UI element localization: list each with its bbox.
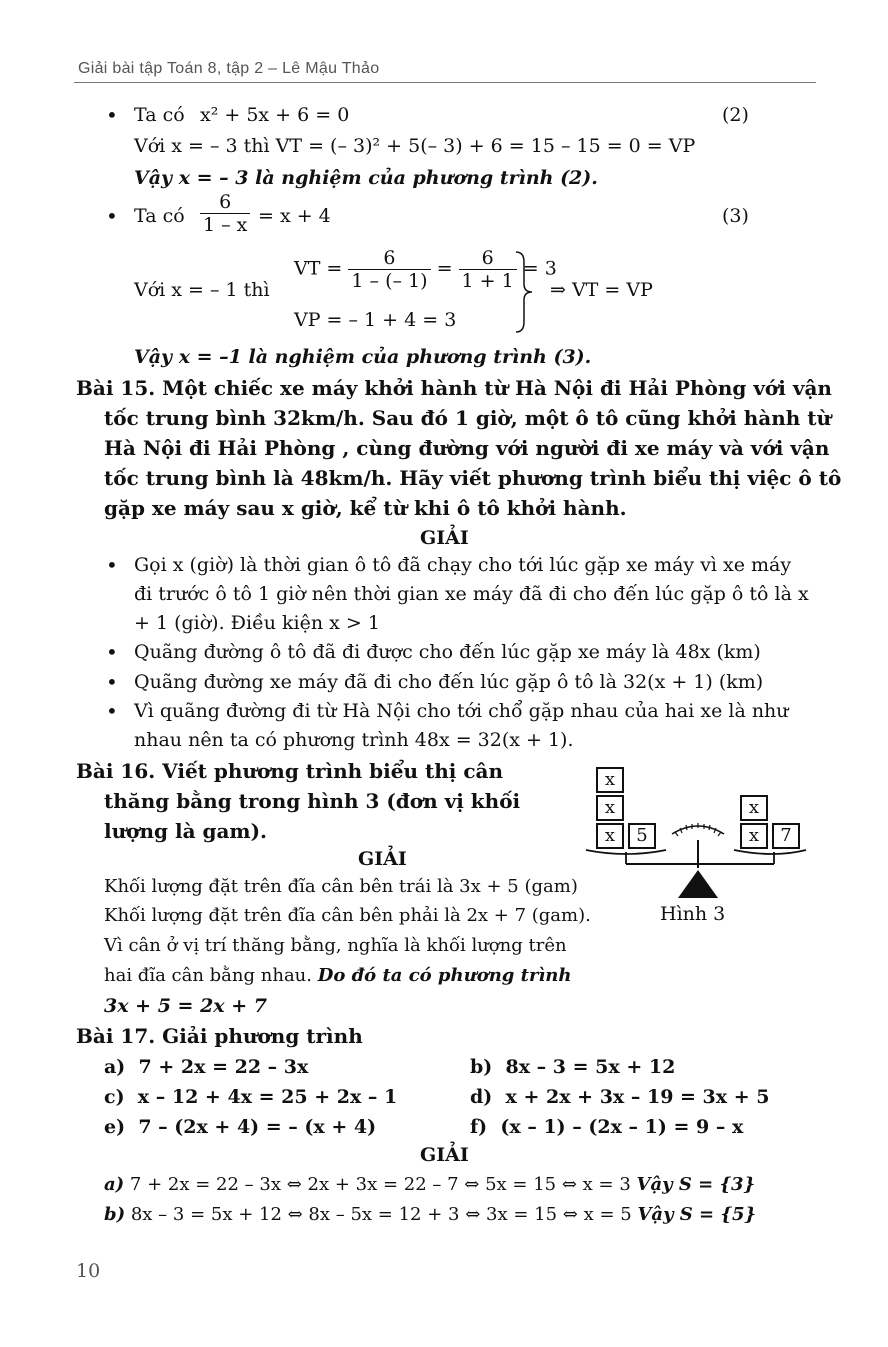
item-label: f) [470,1116,488,1138]
eq2-intro: Ta có [134,104,185,126]
bai15-line-4: tốc trung bình là 48km/h. Hãy viết phương trình biểu thị việc ô tô [104,466,842,490]
scale-body [580,810,810,905]
solution-heading: GIẢI [358,848,407,870]
eq2-conclusion: Vậy x = – 3 là nghiệm của phương trình (2). [134,167,598,189]
right-brace [514,250,534,334]
bai16-line-1: Bài 16. Viết phương trình biểu thị cân [76,759,504,783]
bai17-title: Bài 17. Giải phương trình [76,1024,363,1048]
bai16-sol-1: Khối lượng đặt trên đĩa cân bên trái là 3x + 5 (gam) [104,876,578,897]
page-number: 10 [76,1260,101,1282]
bai16-line-3: lượng là gam). [104,819,268,843]
eq3-with: Với x = – 1 thì [134,279,270,301]
fraction-denominator: 1 – (– 1) [351,270,428,292]
bai15-sol-1: Gọi x (giờ) là thời gian ô tô đã chạy cho tới lúc gặp xe máy vì xe máy [134,554,792,576]
bai16-equation: 3x + 5 = 2x + 7 [104,995,267,1017]
item-label: e) [104,1116,126,1138]
bai17-item-a [104,1055,308,1079]
bai15-sol-6: Vì quãng đường đi từ Hà Nội cho tới chổ gặp nhau của hai xe là như [134,700,789,722]
weight-box-x: x [596,767,624,793]
bullet: • [106,640,118,664]
sol-steps: 7 + 2x = 22 – 3x ⇔ 2x + 3x = 22 – 7 ⇔ 5x = 15 ⇔ x = 3 [129,1174,631,1195]
bai17-item-f [470,1115,743,1139]
solution-heading: GIẢI [420,1144,469,1166]
bai17-item-e [104,1115,376,1139]
bai16-line-2: thăng bằng trong hình 3 (đơn vị khối [104,789,521,813]
fraction-denominator: 1 + 1 [461,270,514,292]
sol-conclusion: Vậy S = {3} [636,1174,756,1195]
running-header: Giải bài tập Toán 8, tập 2 – Lê Mậu Thảo [78,60,380,77]
figure-caption: Hình 3 [660,903,726,925]
bai15-sol-2: đi trước ô tô 1 giờ nên thời gian xe máy đã đi cho đến lúc gặp ô tô là x [134,583,809,605]
bai16-sol-4-italic: Do đó ta có phương trình [317,965,572,986]
fraction-denominator: 1 – x [203,214,248,236]
vt-result: = 3 [522,257,557,280]
eq3-fraction [200,191,250,236]
item-equation: x + 2x + 3x – 19 = 3x + 5 [505,1086,770,1108]
header-rule [74,82,816,83]
bullet: • [106,553,118,577]
sol-conclusion: Vậy S = {5} [637,1204,757,1225]
item-label: b) [470,1056,493,1078]
item-label: c) [104,1086,125,1108]
sol-label: b) [104,1204,126,1225]
bai15-line-1: Bài 15. Một chiếc xe máy khởi hành từ Hà Nội đi Hải Phòng với vận [76,376,832,400]
solution-heading: GIẢI [420,527,469,549]
vp-line: VP = – 1 + 4 = 3 [294,309,457,331]
item-equation: 7 – (2x + 4) = – (x + 4) [138,1116,377,1138]
bai17-sol-a [104,1173,755,1197]
bai15-sol-7: nhau nên ta có phương trình 48x = 32(x + 1). [134,729,574,751]
item-label: d) [470,1086,493,1108]
bullet: • [106,699,118,723]
eq3-rhs: = x + 4 [258,205,331,227]
item-label: a) [104,1056,126,1078]
weight-box-5: 5 [628,823,656,849]
item-equation: 8x – 3 = 5x + 12 [505,1056,676,1078]
bai15-line-5: gặp xe máy sau x giờ, kể từ khi ô tô khởi hành. [104,496,627,520]
item-equation: x – 12 + 4x = 25 + 2x – 1 [137,1086,398,1108]
vt-label: VT = [294,257,343,280]
weight-box-x: x [596,795,624,821]
bai17-item-d [470,1085,769,1109]
bai16-sol-4-text: hai đĩa cân bằng nhau. [104,965,318,986]
bai16-sol-4 [104,964,571,988]
implies: ⇒ VT = VP [550,279,653,301]
vt-equals: = [436,257,453,280]
eq3-conclusion: Vậy x = –1 là nghiệm của phương trình (3). [134,346,592,368]
item-equation: 7 + 2x = 22 – 3x [138,1056,309,1078]
bai15-sol-5: Quãng đường xe máy đã đi cho đến lúc gặp ô tô là 32(x + 1) (km) [134,671,764,693]
sol-steps: 8x – 3 = 5x + 12 ⇔ 8x – 5x = 12 + 3 ⇔ 3x = 15 ⇔ x = 5 [130,1204,632,1225]
bai17-item-c [104,1085,397,1109]
bai17-item-b [470,1055,675,1079]
eq2-number: (2) [722,104,749,126]
bullet: • [106,204,118,228]
bai15-sol-4: Quãng đường ô tô đã đi được cho đến lúc gặp xe máy là 48x (km) [134,641,761,663]
bai15-line-3: Hà Nội đi Hải Phòng , cùng đường với người đi xe máy và với vận [104,436,830,460]
bai15-line-2: tốc trung bình 32km/h. Sau đó 1 giờ, một ô tô cũng khởi hành từ [104,406,832,430]
weight-box-x: x [596,823,624,849]
sol-label: a) [104,1174,125,1195]
eq3-intro: Ta có [134,205,185,227]
fraction-numerator: 6 [348,247,430,270]
bai17-sol-b [104,1203,756,1227]
fraction-numerator: 6 [200,191,250,214]
item-equation: (x – 1) – (2x – 1) = 9 – x [500,1116,744,1138]
bai16-sol-3: Vì cân ở vị trí thăng bằng, nghĩa là khối lượng trên [104,935,567,956]
eq3-number: (3) [722,205,749,227]
weight-box-x: x [740,795,768,821]
bai16-sol-2: Khối lượng đặt trên đĩa cân bên phải là 2x + 7 (gam). [104,905,591,926]
weight-box-7: 7 [772,823,800,849]
eq2-check: Với x = – 3 thì VT = (– 3)² + 5(– 3) + 6 = 15 – 15 = 0 = VP [134,135,696,157]
bullet: • [106,103,118,127]
bullet: • [106,670,118,694]
fraction-numerator: 6 [459,247,517,270]
eq2: x² + 5x + 6 = 0 [200,104,350,126]
weight-box-x: x [740,823,768,849]
bai15-sol-3: + 1 (giờ). Điều kiện x > 1 [134,612,380,634]
